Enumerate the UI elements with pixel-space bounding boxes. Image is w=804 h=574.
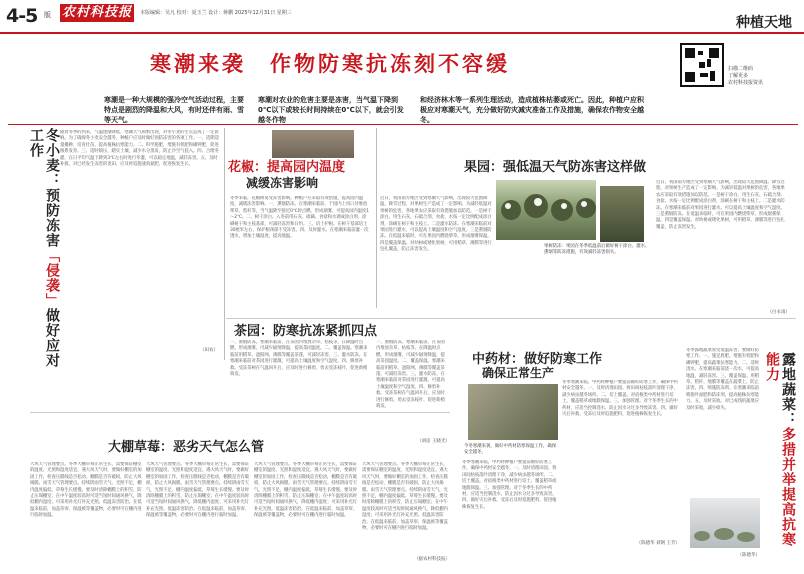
greenhouse-rule bbox=[30, 412, 450, 413]
lead-col-3: 和经济林木等一系列生理活动，造成植株枯萎或死亡。因此，种植户应积极应对寒潮天气，充分做好防灾减灾准备工作及措施，确保农作物安全越冬。 bbox=[420, 96, 644, 124]
qr-caption: 扫描二维码 了解更多 农村科技报资讯 bbox=[728, 66, 764, 86]
wheat-byline: （田农） bbox=[200, 348, 218, 353]
flower-subtitle: 减缓冻害影响 bbox=[246, 176, 319, 190]
section-name: 种植天地 bbox=[736, 15, 792, 31]
herb-subtitle: 确保正常生产 bbox=[482, 366, 555, 380]
flower-body: 冬季来临，花椒树易受冻害影响。种植户应采取有效措施，提高园内温度，减缓冻害影响。一、熏烟防冻。在寒潮来临前，于园内上风口处堆放柴草、秸秆等，当气温降至接近0℃时点燃，形成烟雾，可提高园内温度1～2℃。二、树干涂白。入冬前用石灰、硫磺、食盐和水调成涂白剂，涂刷树干和主枝基部，可减轻冻害和日灼。三、培土护根。在树干基部培土30厘米左右，保护根颈部不受冻害。四、及时灌水。在寒潮来临前灌一次透水，增加土壤湿度，提高地温。 bbox=[230, 196, 369, 240]
fruit-body-right: 近日，我国南方地区受到寒潮天气影响，出现较大范围降温、降雪过程，对果树生产造成了一定影响。为减轻低温对果树的危害，各地果农应采取有效措施加以防范。一是树干涂白。用生石灰、石硫合剂、食盐、水按一定比例配成涂白剂，涂刷在树干和主枝上。二是灌水防冻。在寒潮来临前对果园进行灌水，可以提高土壤温度和空气湿度。三是熏烟防冻。在低温来临时，可在果园内燃烧柴草，形成烟雾保温。四是覆盖保温。对幼树或矮化果树，可用稻草、薄膜等进行包扎覆盖，防止冻害发生。 bbox=[656, 180, 785, 230]
herb-photo bbox=[468, 384, 558, 440]
herb-body-left: 冬季寒潮来临，中药材种植户要提前做好防寒工作，确保中药材安全越冬。一、及时清理田园。将田间枯枝落叶清理干净，减少病虫越冬场所。二、培土覆盖。对宿根类中药材进行培土，覆盖稻草或地膜保温。三、加强管理。对于冬季生长的中药材，应适当控制浇水，防止因水分过多导致冻害。四、做好灾后补救。受冻后及时追施肥料，促进植株恢复生长。 bbox=[462, 460, 557, 510]
fruit-body: 近日，我国南方地区受到寒潮天气影响，出现较大范围降温、降雪过程，对果树生产造成了一定影响。为减轻低温对果树的危害，各地果农应采取有效措施加以防范。一是树干涂白。用生石灰、石硫合剂、食盐、水按一定比例配成涂白剂，涂刷在树干和主枝上。二是灌水防冻。在寒潮来临前对果园进行灌水，可以提高土壤温度和空气湿度。三是熏烟防冻。在低温来临时，可在果园内燃烧柴草，形成烟雾保温。四是覆盖保温。对幼树或矮化果树，可用稻草、薄膜等进行包扎覆盖，防止冻害发生。 bbox=[380, 196, 492, 253]
herb-title: 中药材：做好防寒工作 bbox=[472, 352, 603, 367]
fruit-photo-2 bbox=[600, 186, 644, 242]
masthead-logo: 农村科技报 bbox=[61, 5, 132, 20]
lead-col-1: 寒潮是一种大规模的强冷空气活动过程，主要特点是剧烈的降温和大风，有时还伴有雨、雪等天气。 bbox=[104, 96, 244, 124]
fruit-byline: （白永雨） bbox=[767, 310, 790, 315]
wheat-body: 随着冬季的到来，气温逐渐降低，寒潮天气频繁出现，对冬小麦的生长造成了一定影响。为了确保冬小麦安全越冬，种植户应及时做好预防冻害的各项工作。一、适期适量播种，培育壮苗，提高植株抗寒能力。二、科学施肥，增施有机肥和磷钾肥，促进根系发育。三、适时镇压，踏实土壤，减少水分蒸发，防止冷空气侵入。四、合理冬灌，在日平均气温下降到3℃左右时进行冬灌，可以稳定地温，减轻冻害。五、及时补救，对已经发生冻害的麦田，应及时追施速效氮肥，促进恢复生长。 bbox=[60, 130, 219, 168]
orchard-trees-icon bbox=[496, 180, 596, 240]
greenhouse-body-2: 大风天气管理要点。冬季大棚草莓正常生长，需要保证棚室的温度、光照和湿度适宜。遇大风天气时，要做好棚室的加固工作，检查压膜线是否松动，棚膜是否有破损，防止大风揭膜。雨雪天气管理要点。持续阴雨雪天气，光照不足，棚内温度偏低，草莓生长缓慢。要及时清除棚膜上的积雪，防止压塌棚室；在中午温度较高时可适当短时间通风换气，降低棚内湿度；可采用补光灯补充光照。低温冻害防治。在低温来临前，加盖草帘、保温被等覆盖物，必要时可在棚内进行临时加温。 bbox=[146, 462, 249, 519]
snow-vegetables-icon bbox=[690, 498, 760, 548]
edition-meta: 本版编辑：吴凡 校对：夏玉兰 设计：蒋鹏 2025年12月31日 星期三 bbox=[140, 10, 292, 16]
herb-byline: （陈德华 刘钢 王芳） bbox=[636, 541, 680, 546]
page-number: 4-5 bbox=[6, 5, 38, 27]
header-rule bbox=[0, 32, 804, 34]
greenhouse-body-3: 大风天气管理要点。冬季大棚草莓正常生长，需要保证棚室的温度、光照和湿度适宜。遇大风天气时，要做好棚室的加固工作，检查压膜线是否松动，棚膜是否有破损，防止大风揭膜。雨雪天气管理要点。持续阴雨雪天气，光照不足，棚内温度偏低，草莓生长缓慢。要及时清除棚膜上的积雪，防止压塌棚室；在中午温度较高时可适当短时间通风换气，降低棚内湿度；可采用补光灯补充光照。低温冻害防治。在低温来临前，加盖草帘、保温被等覆盖物，必要时可在棚内进行临时加温。 bbox=[254, 462, 357, 519]
vegetable-body: 冬季露地蔬菜易受低温冻害，要做好防寒工作。一、施足底肥。增施有机肥和磷钾肥，提高蔬菜抗寒能力。二、适时浇水。在寒潮来临前浇一次水，可提高地温，减轻冻害。三、覆盖保温。用稻草、秸秆、地膜等覆盖在蔬菜上，防止冻害。四、喷施防冻剂。在寒潮来临前喷施叶面肥和防冻剂，提高植株抗寒能力。五、及时采收。对已成熟的蔬菜应及时采收，减少损失。 bbox=[686, 348, 759, 411]
vegetable-byline: （陈德华） bbox=[737, 553, 760, 558]
col-divider bbox=[376, 128, 377, 308]
col-divider bbox=[224, 128, 225, 360]
section-divider bbox=[226, 318, 796, 319]
fruit-photo-caption: 果树防冻：果园在冬季低温前后做好树干涂白、灌水、熏烟等防冻措施，有效减轻冻害损失。 bbox=[544, 244, 650, 255]
flower-photo bbox=[272, 130, 354, 158]
greenhouse-body-1: 大风天气管理要点。冬季大棚草莓正常生长，需要保证棚室的温度、光照和湿度适宜。遇大风天气时，要做好棚室的加固工作，检查压膜线是否松动，棚膜是否有破损，防止大风揭膜。雨雪天气管理要点。持续阴雨雪天气，光照不足，棚内温度偏低，草莓生长缓慢。要及时清除棚膜上的积雪，防止压塌棚室；在中午温度较高时可适当短时间通风换气，降低棚内湿度；可采用补光灯补充光照。低温冻害防治。在低温来临前，加盖草帘、保温被等覆盖物，必要时可在棚内进行临时加温。 bbox=[30, 462, 142, 519]
fruit-title: 果园：强低温天气防冻害这样做 bbox=[464, 160, 647, 175]
qr-code[interactable] bbox=[680, 43, 724, 87]
vegetable-photo bbox=[690, 498, 760, 548]
wheat-title: 冬小麦：预防冻害「侵袭」做好应对工作 bbox=[28, 128, 60, 368]
tea-body-2: 一、熏烟防冻。寒潮来临前，在茶园内堆放杂草、枯枝等，在降温时点燃，形成烟雾，可减少辐射降温，提高茶园温度。二、覆盖保温。寒潮来临前用稻草、遮阳网、薄膜等覆盖茶蓬，可减轻冻害。三、灌水防冻。在寒潮来临前对茶园进行灌溉，可提高土壤温度和空气湿度。四、修剪补救。受冻茶树在气温回升后，应及时进行修剪，剪去受冻枝叶，促进新梢萌发。 bbox=[376, 340, 445, 410]
edition-label: 版 bbox=[44, 11, 51, 19]
greenhouse-title: 大棚草莓：恶劣天气怎么管 bbox=[108, 440, 265, 455]
vegetable-title: 露地蔬菜：多措并举提高抗寒能力 bbox=[764, 352, 796, 547]
tea-body: 一、熏烟防冻。寒潮来临前，在茶园内堆放杂草、枯枝等，在降温时点燃，形成烟雾，可减少辐射降温，提高茶园温度。二、覆盖保温。寒潮来临前用稻草、遮阳网、薄膜等覆盖茶蓬，可减轻冻害。三、灌水防冻。在寒潮来临前对茶园进行灌溉，可提高土壤温度和空气湿度。四、修剪补救。受冻茶树在气温回升后，应及时进行修剪，剪去受冻枝叶，促进新梢萌发。 bbox=[230, 340, 368, 378]
main-headline: 寒潮来袭 作物防寒抗冻刻不容缓 bbox=[150, 52, 510, 76]
fruit-photo bbox=[496, 180, 596, 240]
greenhouse-body-4: 大风天气管理要点。冬季大棚草莓正常生长，需要保证棚室的温度、光照和湿度适宜。遇大风天气时，要做好棚室的加固工作，检查压膜线是否松动，棚膜是否有破损，防止大风揭膜。雨雪天气管理要点。持续阴雨雪天气，光照不足，棚内温度偏低，草莓生长缓慢。要及时清除棚膜上的积雪，防止压塌棚室；在中午温度较高时可适当短时间通风换气，降低棚内湿度；可采用补光灯补充光照。低温冻害防治。在低温来临前，加盖草帘、保温被等覆盖物，必要时可在棚内进行临时加温。 bbox=[362, 462, 448, 532]
flower-title: 花椒：提高园内温度 bbox=[228, 160, 346, 175]
lead-col-2: 寒潮对农业的危害主要是冻害，当气温下降到0℃以下或较长时间持续在0℃以下，就会引发越冬作物 bbox=[258, 96, 404, 124]
headline-divider bbox=[8, 124, 798, 125]
tea-title: 茶园：防寒抗冻紧抓四点 bbox=[234, 324, 378, 339]
herb-body: 冬季寒潮来临，中药材种植户要提前做好防寒工作，确保中药材安全越冬。一、及时清理田园。将田间枯枝落叶清理干净，减少病虫越冬场所。二、培土覆盖。对宿根类中药材进行培土，覆盖稻草或地膜保温。三、加强管理。对于冬季生长的中药材，应适当控制浇水，防止因水分过多导致冻害。四、做好灾后补救。受冻后及时追施肥料，促进植株恢复生长。 bbox=[562, 380, 678, 418]
greenhouse-byline: （据农村科技报） bbox=[414, 557, 450, 562]
tea-byline: （刘彦 王晓光） bbox=[417, 439, 450, 444]
herb-photo-caption: 今冬寒潮来袭，做好中药材防寒保温工作，确保安全越冬。 bbox=[464, 444, 557, 455]
